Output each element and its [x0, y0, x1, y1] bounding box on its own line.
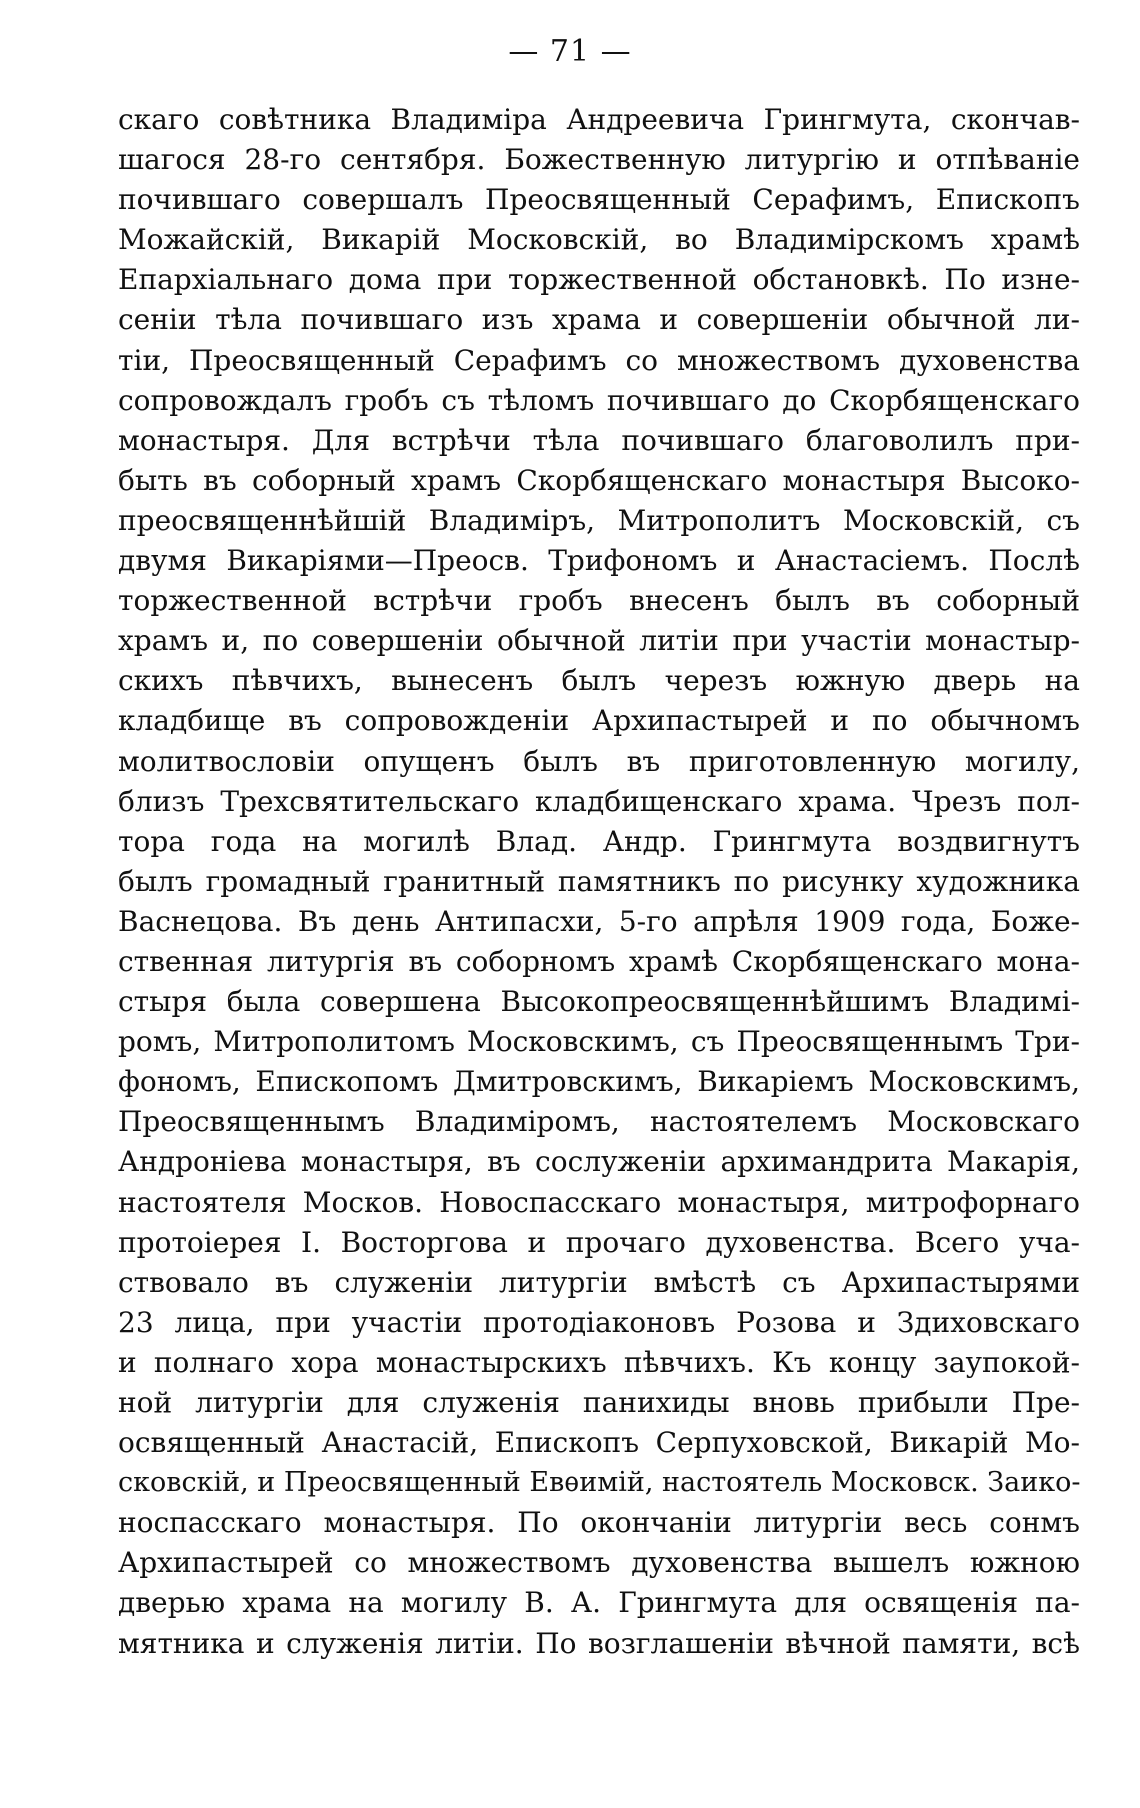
- text-line: 23 лица, при участіи протодіаконовъ Розова и Здиховскаго: [118, 1305, 1080, 1339]
- text-line: молитвословіи опущенъ былъ въ приготовленную могилу,: [118, 744, 1080, 778]
- text-line: храмъ и, по совершеніи обычной литіи при участіи монастыр-: [118, 624, 1080, 658]
- text-line: протоіерея І. Восторгова и прочаго духовенства. Всего уча-: [118, 1225, 1080, 1259]
- text-line: ромъ, Митрополитомъ Московскимъ, съ Преосвященнымъ Три-: [118, 1025, 1080, 1059]
- page-number: — 71 —: [508, 34, 632, 69]
- text-line: дверью храма на могилу В. А. Грингмута для освященія па-: [118, 1586, 1080, 1620]
- text-line: шагося 28-го сентября. Божественную литургію и отпѣваніе: [118, 143, 1080, 177]
- text-line: почившаго совершалъ Преосвященный Серафимъ, Епископъ: [118, 183, 1080, 217]
- text-line: настоятеля Москов. Новоспасскаго монастыря, митрофорнаго: [118, 1185, 1080, 1219]
- text-line: монастыря. Для встрѣчи тѣла почившаго благоволилъ при-: [118, 423, 1080, 457]
- text-line: Можайскій, Викарій Московскій, во Владимірскомъ храмѣ: [118, 223, 1080, 257]
- text-line: сеніи тѣла почившаго изъ храма и совершеніи обычной ли-: [118, 303, 1080, 337]
- text-line: сопровождалъ гробъ съ тѣломъ почившаго до Скорбященскаго: [118, 383, 1080, 417]
- text-line: и полнаго хора монастырскихъ пѣвчихъ. Къ концу заупокой-: [118, 1345, 1080, 1379]
- text-line: тора года на могилѣ Влад. Андр. Грингмута воздвигнутъ: [118, 824, 1080, 858]
- text-line: близъ Трехсвятительскаго кладбищенскаго храма. Чрезъ пол-: [118, 784, 1080, 818]
- text-line: преосвященнѣйшій Владиміръ, Митрополитъ Московскій, съ: [118, 503, 1080, 537]
- text-line: Архипастырей со множествомъ духовенства вышелъ южною: [118, 1546, 1080, 1580]
- text-line: освященный Анастасій, Епископъ Серпуховской, Викарій Мо-: [118, 1426, 1080, 1460]
- text-line: фономъ, Епископомъ Дмитровскимъ, Викаріемъ Московскимъ,: [118, 1065, 1080, 1099]
- text-line: ной литургіи для служенія панихиды вновь прибыли Пре-: [118, 1386, 1080, 1419]
- text-line: двумя Викаріями—Преосв. Трифономъ и Анастасіемъ. Послѣ: [118, 544, 1080, 578]
- text-line: Андроніева монастыря, въ сослуженіи архимандрита Макарія,: [118, 1145, 1080, 1179]
- text-line: скихъ пѣвчихъ, вынесенъ былъ черезъ южную дверь на: [118, 664, 1080, 698]
- text-line: стыря была совершена Высокопреосвященнѣйшимъ Владимі-: [118, 985, 1080, 1019]
- text-line: носпасскаго монастыря. По окончаніи литургіи весь сонмъ: [118, 1506, 1080, 1540]
- text-line: былъ громадный гранитный памятникъ по рисунку художника: [118, 864, 1080, 898]
- text-line: Васнецова. Въ день Антипасхи, 5-го апрѣля 1909 года, Боже-: [118, 904, 1080, 938]
- text-line: Епархіальнаго дома при торжественной обстановкѣ. По изне-: [118, 263, 1080, 297]
- text-line: быть въ соборный храмъ Скорбященскаго монастыря Высоко-: [118, 463, 1080, 497]
- text-line: мятника и служенія литіи. По возглашеніи вѣчной памяти, всѣ: [118, 1626, 1080, 1660]
- text-line: ственная литургія въ соборномъ храмѣ Скорбященскаго мона-: [118, 944, 1080, 978]
- text-line: скаго совѣтника Владиміра Андреевича Грингмута, скончав-: [118, 103, 1080, 136]
- text-line: Преосвященнымъ Владиміромъ, настоятелемъ Московскаго: [118, 1105, 1080, 1139]
- text-line: кладбище въ сопровожденіи Архипастырей и по обычномъ: [118, 704, 1080, 738]
- body-text: [118, 100, 1080, 1664]
- text-line: ствовало въ служеніи литургіи вмѣстѣ съ Архипастырями: [118, 1265, 1080, 1299]
- text-line: тіи, Преосвященный Серафимъ со множествомъ духовенства: [118, 343, 1080, 377]
- text-line: сковскій, и Преосвященный Евѳимій, настоятель Московск. Заико-: [118, 1467, 1080, 1499]
- text-line: торжественной встрѣчи гробъ внесенъ былъ въ соборный: [118, 584, 1080, 618]
